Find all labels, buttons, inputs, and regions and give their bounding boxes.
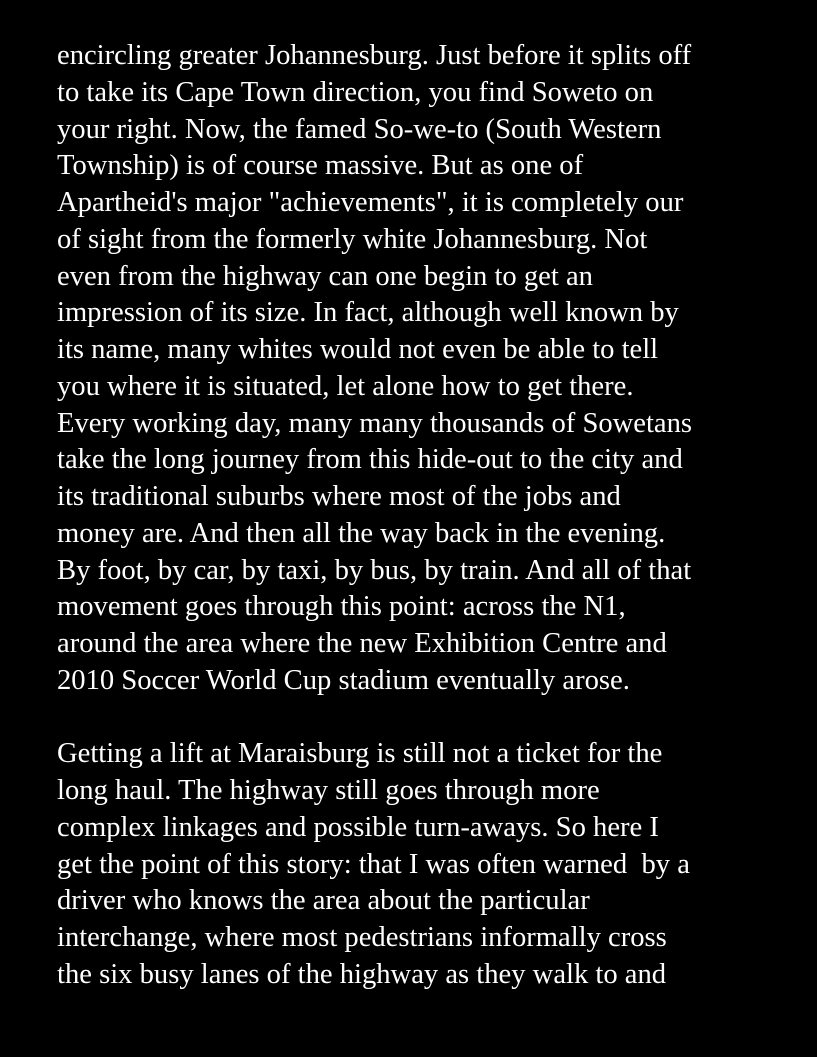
text-line: By foot, by car, by taxi, by bus, by train. And all of that (57, 554, 692, 586)
text-line: money are. And then all the way back in the evening. (57, 517, 666, 549)
text-line: Apartheid's major "achievements", it is completely our (57, 187, 684, 218)
text-line: complex linkages and possible turn-aways. So here I (57, 811, 659, 843)
text-line: you where it is situated, let alone how to get there. (57, 370, 634, 402)
text-line: Township) is of course massive. But as one of (57, 150, 584, 182)
document-body (57, 38, 797, 994)
text-line: Getting a lift at Maraisburg is still not a ticket for the (57, 738, 663, 770)
paragraph-2 (57, 736, 797, 993)
text-line: long haul. The highway still goes through more (57, 775, 600, 806)
text-line: Every working day, many many thousands of Sowetans (57, 407, 693, 439)
text-line: 2010 Soccer World Cup stadium eventually arose. (57, 664, 630, 696)
text-line: its traditional suburbs where most of the jobs and (57, 481, 621, 512)
text-line: your right. Now, the famed So-we-to (South Western (57, 113, 662, 145)
text-line: movement goes through this point: across the N1, (57, 591, 626, 623)
text-line: its name, many whites would not even be able to tell (57, 334, 659, 365)
text-line: the six busy lanes of the highway as they walk to and (57, 958, 667, 990)
paragraph-spacer (57, 700, 797, 737)
text-line: driver who knows the area about the particular (57, 885, 590, 917)
text-line: impression of its size. In fact, although well known by (57, 297, 679, 329)
text-line: of sight from the formerly white Johannesburg. Not (57, 223, 648, 255)
paragraph-1 (57, 38, 797, 700)
text-line: to take its Cape Town direction, you find Soweto on (57, 76, 654, 108)
text-line: even from the highway can one begin to get an (57, 260, 593, 292)
text-line: get the point of this story: that I was often warned by a (57, 848, 690, 880)
text-line: encircling greater Johannesburg. Just before it splits off (57, 40, 692, 71)
text-line: interchange, where most pedestrians informally cross (57, 922, 667, 953)
text-line: take the long journey from this hide-out to the city and (57, 444, 683, 476)
text-line: around the area where the new Exhibition Centre and (57, 628, 667, 659)
